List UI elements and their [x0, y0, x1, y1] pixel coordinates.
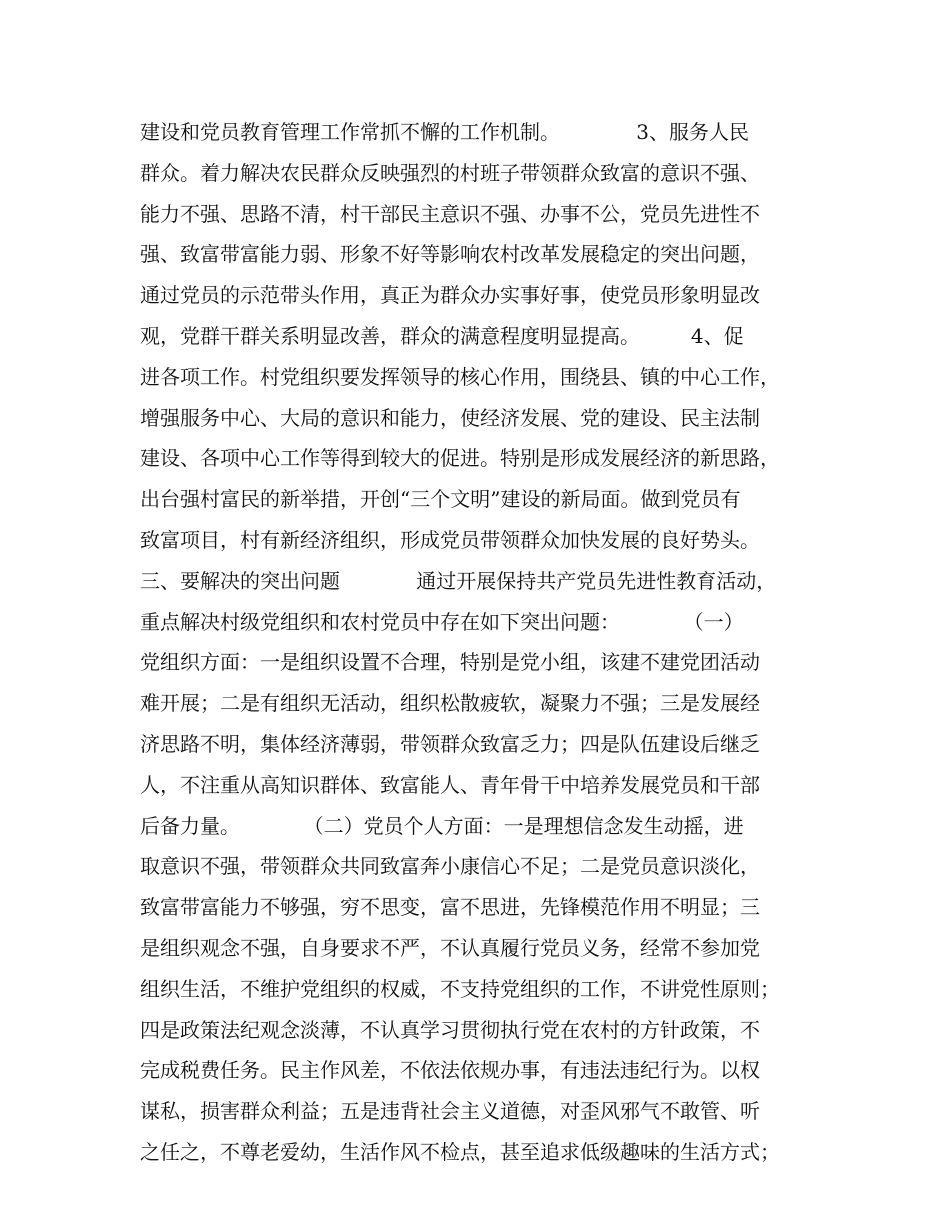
section-heading-line: 三、要解决的突出问题 通过开展保持共产党员先进性教育活动， — [140, 568, 777, 593]
text-line: 完成税费任务。民主作风差，不依法依规办事，有违法违纪行为。以权 — [140, 1058, 760, 1083]
text-line: 四是政策法纪观念淡薄，不认真学习贯彻执行党在农村的方针政策，不 — [140, 1017, 760, 1042]
text-line: 谋私，损害群众利益；五是违背社会主义道德，对歪风邪气不敢管、听 — [140, 1099, 760, 1124]
text-line: 群众。着力解决农民群众反映强烈的村班子带领群众致富的意识不强、 — [140, 160, 760, 185]
text-line: 是组织观念不强，自身要求不严，不认真履行党员义务，经常不参加党 — [140, 935, 760, 960]
text-line: 进各项工作。村党组织要发挥领导的核心作用，围绕县、镇的中心工作， — [140, 364, 780, 389]
text-line: 通过党员的示范带头作用，真正为群众办实事好事，使党员形象明显改 — [140, 283, 760, 308]
text-line: 党组织方面：一是组织设置不合理，特别是党小组，该建不建党团活动 — [140, 650, 760, 675]
text-line: 济思路不明，集体经济薄弱，带领群众致富乏力；四是队伍建设后继乏 — [140, 731, 760, 756]
text-line: 组织生活，不维护党组织的权威，不支持党组织的工作，不讲党性原则； — [140, 976, 780, 1001]
text-line: 之任之，不尊老爱幼，生活作风不检点，甚至追求低级趣味的生活方式； — [140, 1139, 780, 1164]
text-line: 观，党群干群关系明显改善，群众的满意程度明显提高。 4、促 — [140, 323, 744, 348]
text-line: 致富带富能力不够强，穷不思变，富不思进，先锋模范作用不明显；三 — [140, 895, 760, 920]
text-line: 人，不注重从高知识群体、致富能人、青年骨干中培养发展党员和干部 — [140, 772, 760, 797]
text-line: 后备力量。 （二）党员个人方面：一是理想信念发生动摇，进 — [140, 813, 744, 838]
text-line: 建设和党员教育管理工作常抓不懈的工作机制。 3、服务人民 — [140, 120, 750, 144]
text-line: 重点解决村级党组织和农村党员中存在如下突出问题： （一） — [140, 609, 744, 634]
text-line: 取意识不强，带领群众共同致富奔小康信心不足；二是党员意识淡化， — [140, 854, 760, 879]
text-line: 增强服务中心、大局的意识和能力，使经济发展、党的建设、民主法制 — [140, 405, 760, 430]
body-text — [140, 112, 830, 1173]
text-line: 难开展；二是有组织无活动，组织松散疲软，凝聚力不强；三是发展经 — [140, 691, 760, 716]
text-line: 强、致富带富能力弱、形象不好等影响农村改革发展稳定的突出问题， — [140, 242, 760, 267]
text-line: 能力不强、思路不清，村干部民主意识不强、办事不公，党员先进性不 — [140, 201, 760, 226]
text-line: 致富项目，村有新经济组织，形成党员带领群众加快发展的良好势头。 — [140, 527, 760, 552]
text-line: 建设、各项中心工作等得到较大的促进。特别是形成发展经济的新思路， — [140, 446, 780, 471]
text-line: 出台强村富民的新举措，开创“三个文明”建设的新局面。做到党员有 — [140, 487, 741, 512]
